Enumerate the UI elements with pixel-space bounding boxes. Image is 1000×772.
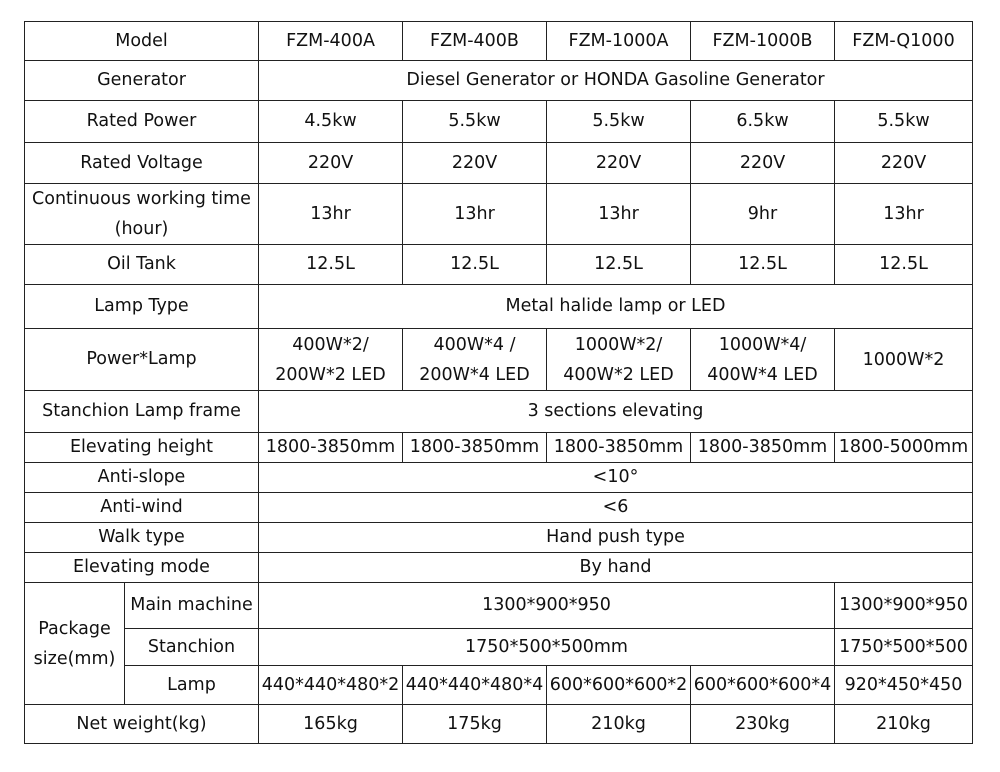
elevating-mode-value: By hand (259, 553, 973, 583)
main-machine-label: Main machine (125, 583, 259, 629)
elevating-height-value: 1800-5000mm (835, 433, 973, 463)
net-weight-value: 230kg (691, 705, 835, 744)
package-size-label: Package size(mm) (25, 583, 125, 705)
stanchion-label: Stanchion (125, 629, 259, 666)
generator-label: Generator (25, 61, 259, 101)
model-name: FZM-1000A (547, 22, 691, 61)
lamp-size-value: 600*600*600*4 (691, 666, 835, 705)
anti-wind-value: <6 (259, 493, 973, 523)
elevating-mode-label: Elevating mode (25, 553, 259, 583)
power-lamp-label: Power*Lamp (25, 329, 259, 391)
model-name: FZM-1000B (691, 22, 835, 61)
row-model (25, 22, 973, 61)
power-lamp-value: 400W*2/ 200W*2 LED (259, 329, 403, 391)
working-time-value: 13hr (403, 184, 547, 245)
rated-voltage-label: Rated Voltage (25, 143, 259, 184)
row-anti-wind (25, 493, 973, 523)
rated-voltage-value: 220V (259, 143, 403, 184)
row-package-main-machine (25, 583, 973, 629)
row-working-time (25, 184, 973, 245)
elevating-height-value: 1800-3850mm (547, 433, 691, 463)
oil-tank-label: Oil Tank (25, 245, 259, 285)
net-weight-value: 210kg (835, 705, 973, 744)
row-walk-type (25, 523, 973, 553)
lamp-size-value: 600*600*600*2 (547, 666, 691, 705)
generator-value: Diesel Generator or HONDA Gasoline Generator (259, 61, 973, 101)
spec-table (24, 21, 973, 744)
rated-power-label: Rated Power (25, 101, 259, 143)
elevating-height-value: 1800-3850mm (259, 433, 403, 463)
anti-slope-label: Anti-slope (25, 463, 259, 493)
lamp-size-value: 920*450*450 (835, 666, 973, 705)
net-weight-value: 210kg (547, 705, 691, 744)
walk-type-label: Walk type (25, 523, 259, 553)
power-lamp-value: 1000W*2/ 400W*2 LED (547, 329, 691, 391)
row-rated-voltage (25, 143, 973, 184)
row-package-lamp (25, 666, 973, 705)
row-oil-tank (25, 245, 973, 285)
model-label: Model (25, 22, 259, 61)
main-machine-value: 1300*900*950 (259, 583, 835, 629)
model-name: FZM-Q1000 (835, 22, 973, 61)
elevating-height-value: 1800-3850mm (691, 433, 835, 463)
row-stanchion-frame (25, 391, 973, 433)
lamp-type-value: Metal halide lamp or LED (259, 285, 973, 329)
rated-power-value: 4.5kw (259, 101, 403, 143)
rated-power-value: 5.5kw (835, 101, 973, 143)
main-machine-value-q1000: 1300*900*950 (835, 583, 973, 629)
working-time-value: 13hr (259, 184, 403, 245)
rated-voltage-value: 220V (547, 143, 691, 184)
row-elevating-height (25, 433, 973, 463)
oil-tank-value: 12.5L (691, 245, 835, 285)
lamp-size-value: 440*440*480*2 (259, 666, 403, 705)
rated-power-value: 5.5kw (403, 101, 547, 143)
working-time-value: 13hr (547, 184, 691, 245)
row-power-lamp (25, 329, 973, 391)
rated-voltage-value: 220V (835, 143, 973, 184)
net-weight-label: Net weight(kg) (25, 705, 259, 744)
net-weight-value: 175kg (403, 705, 547, 744)
rated-power-value: 6.5kw (691, 101, 835, 143)
rated-voltage-value: 220V (403, 143, 547, 184)
row-anti-slope (25, 463, 973, 493)
anti-slope-value: <10° (259, 463, 973, 493)
elevating-height-value: 1800-3850mm (403, 433, 547, 463)
net-weight-value: 165kg (259, 705, 403, 744)
working-time-value: 13hr (835, 184, 973, 245)
oil-tank-value: 12.5L (835, 245, 973, 285)
row-lamp-type (25, 285, 973, 329)
rated-power-value: 5.5kw (547, 101, 691, 143)
working-time-label: Continuous working time (hour) (25, 184, 259, 245)
lamp-type-label: Lamp Type (25, 285, 259, 329)
row-generator (25, 61, 973, 101)
row-rated-power (25, 101, 973, 143)
stanchion-value-q1000: 1750*500*500 (835, 629, 973, 666)
oil-tank-value: 12.5L (547, 245, 691, 285)
walk-type-value: Hand push type (259, 523, 973, 553)
row-elevating-mode (25, 553, 973, 583)
elevating-height-label: Elevating height (25, 433, 259, 463)
stanchion-value: 1750*500*500mm (259, 629, 835, 666)
rated-voltage-value: 220V (691, 143, 835, 184)
oil-tank-value: 12.5L (259, 245, 403, 285)
lamp-label: Lamp (125, 666, 259, 705)
stanchion-frame-value: 3 sections elevating (259, 391, 973, 433)
working-time-value: 9hr (691, 184, 835, 245)
row-net-weight (25, 705, 973, 744)
power-lamp-value: 1000W*2 (835, 329, 973, 391)
stanchion-frame-label: Stanchion Lamp frame (25, 391, 259, 433)
anti-wind-label: Anti-wind (25, 493, 259, 523)
oil-tank-value: 12.5L (403, 245, 547, 285)
power-lamp-value: 400W*4 / 200W*4 LED (403, 329, 547, 391)
row-package-stanchion (25, 629, 973, 666)
model-name: FZM-400A (259, 22, 403, 61)
model-name: FZM-400B (403, 22, 547, 61)
lamp-size-value: 440*440*480*4 (403, 666, 547, 705)
power-lamp-value: 1000W*4/ 400W*4 LED (691, 329, 835, 391)
